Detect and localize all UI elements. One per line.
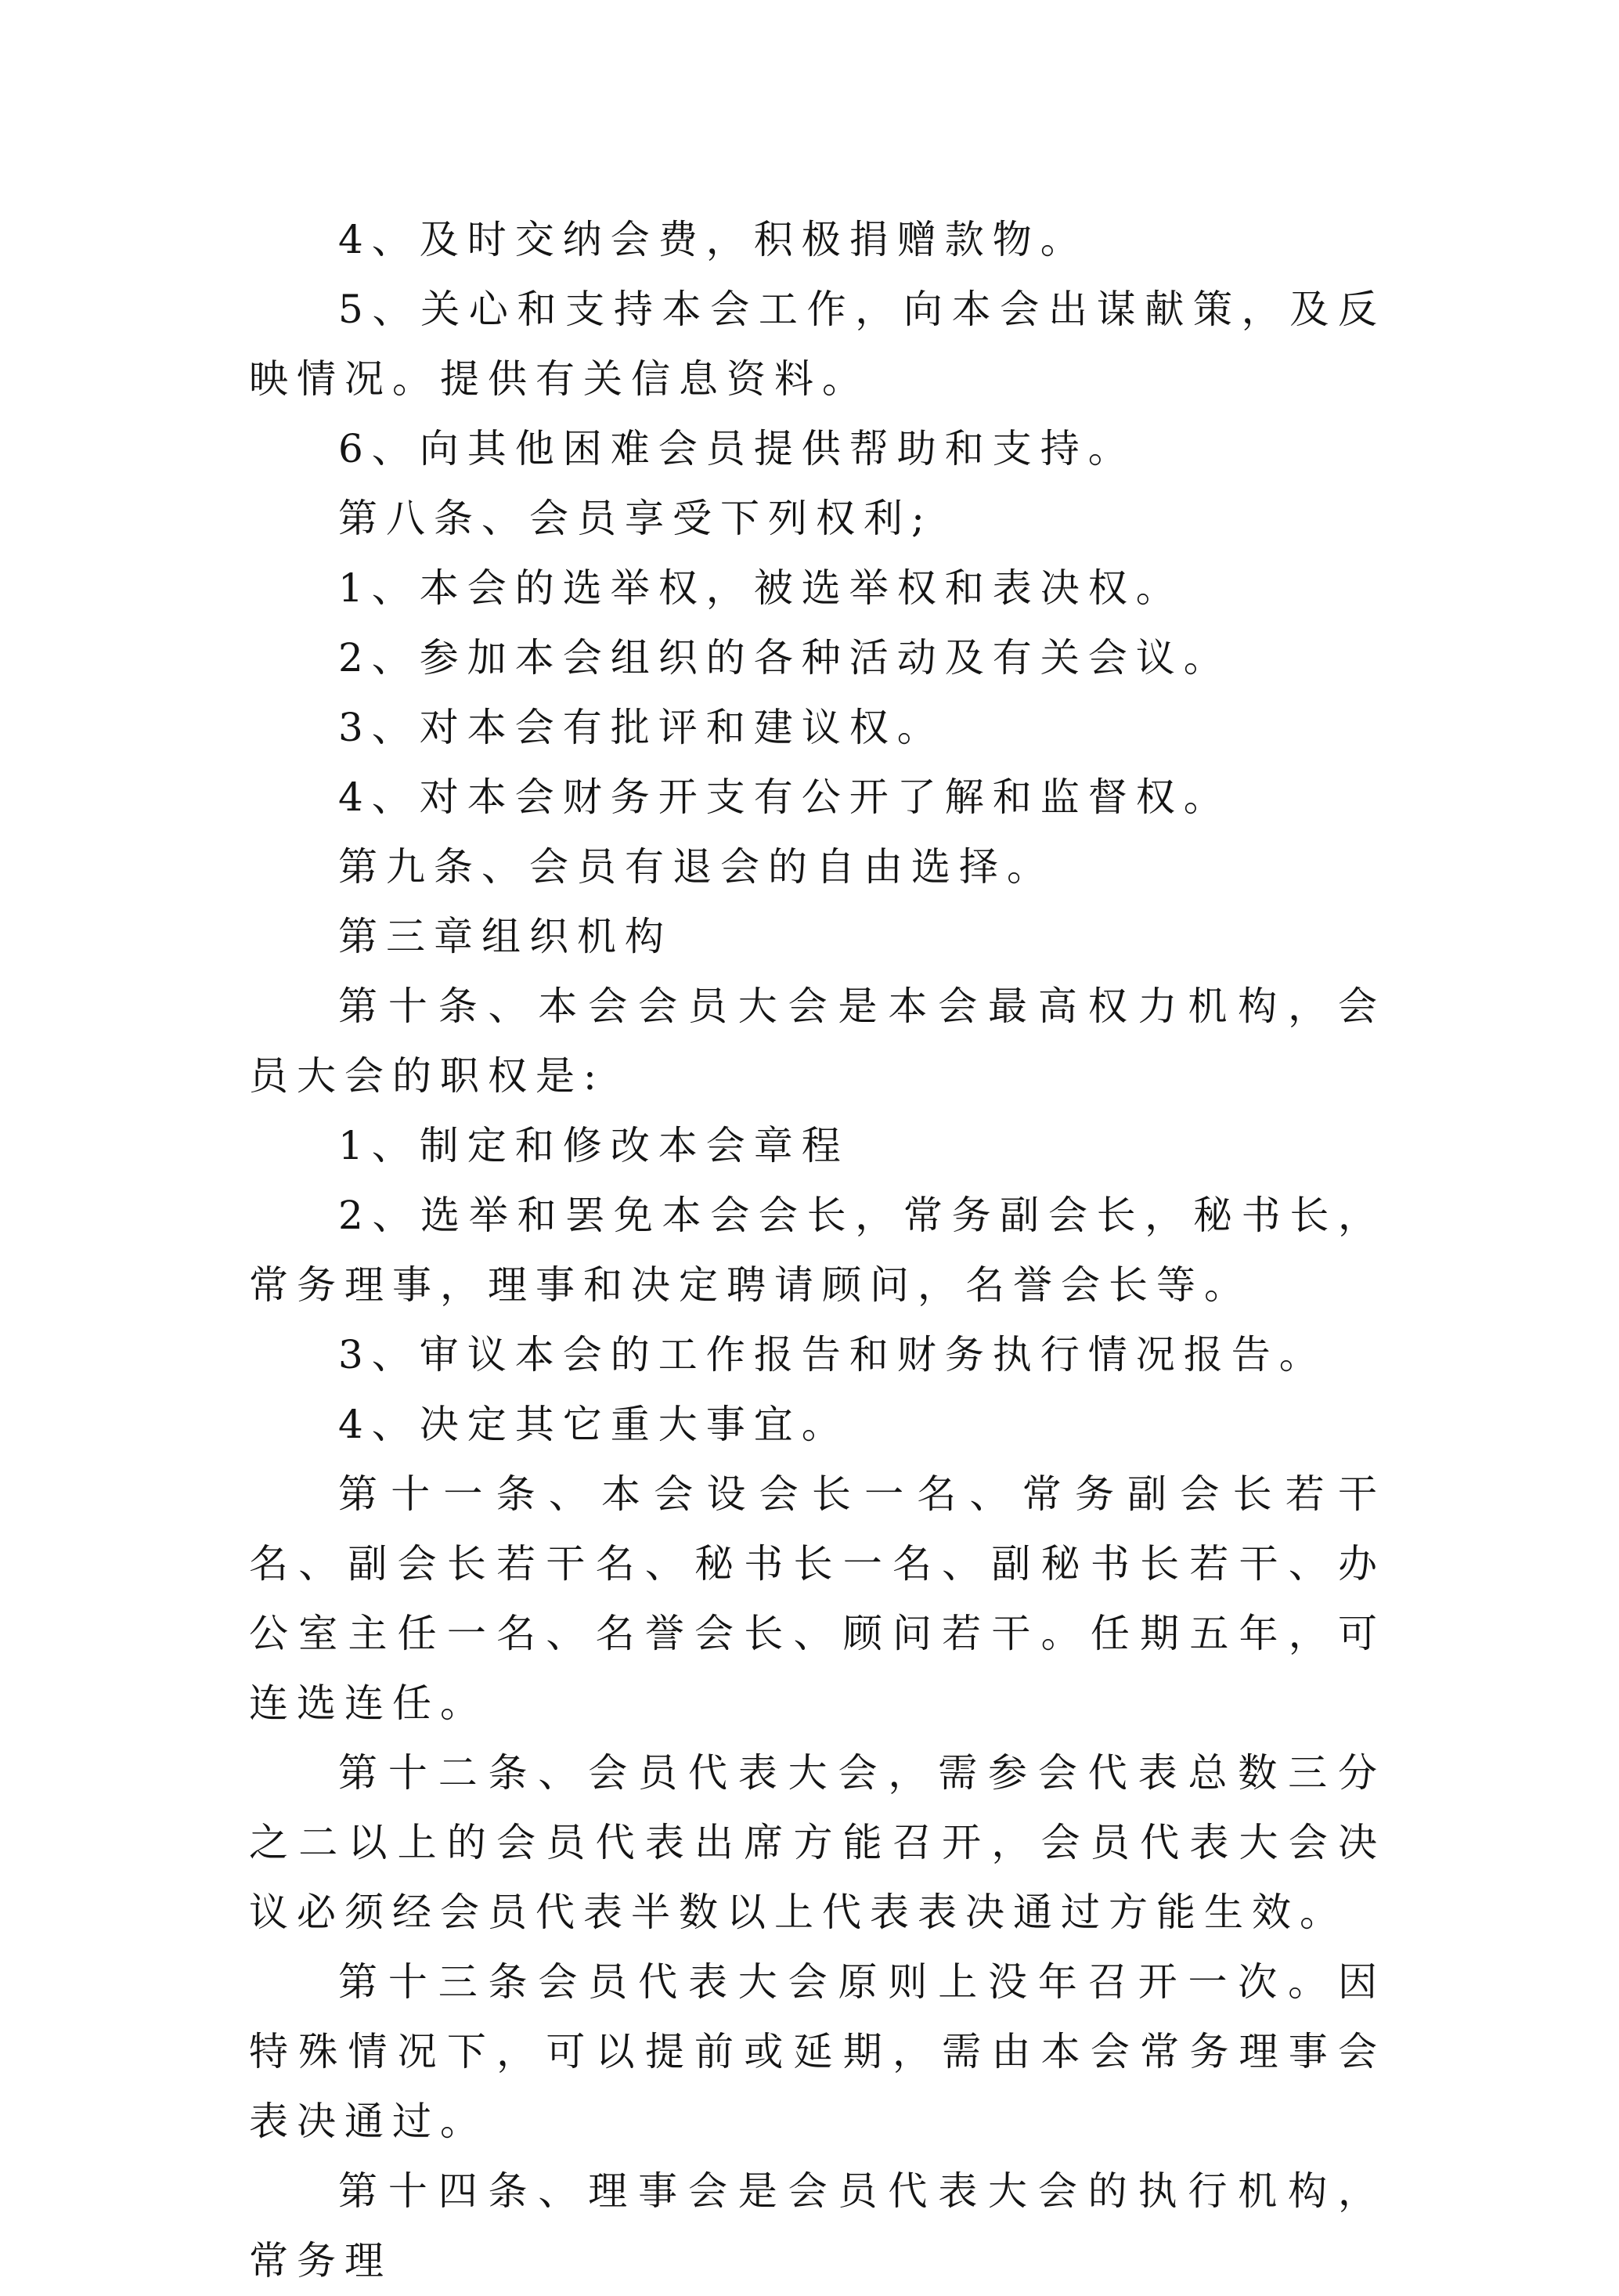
paragraph-article-10: 第十条、本会会员大会是本会最高权力机构，会员大会的职权是: [249,984,1386,1099]
paragraph-right-3: 3、对本会有批评和建议权。 [338,705,945,750]
paragraph-article-14: 第十四条、理事会是会员代表大会的执行机构，常务理 [249,2168,1386,2283]
paragraph-article-9: 第九条、会员有退会的自由选择。 [338,844,1055,890]
paragraph-duty-6: 6、向其他困难会员提供帮助和支持。 [338,426,1136,471]
paragraph-article-13: 第十三条会员代表大会原则上没年召开一次。因特殊情况下，可以提前或延期，需由本会常务理事会表决通过。 [249,1959,1386,2144]
chapter-heading-3: 第三章组织机构 [338,914,672,959]
paragraph-power-2: 2、选举和罢免本会会长，常务副会长，秘书长，常务理事，理事和决定聘请顾问，名誉会长等。 [249,1193,1386,1308]
paragraph-right-1: 1、本会的选举权，被选举权和表决权。 [338,565,1184,611]
paragraph-right-4: 4、对本会财务开支有公开了解和监督权。 [338,774,1231,820]
paragraph-power-3: 3、审议本会的工作报告和财务执行情况报告。 [338,1332,1327,1377]
paragraph-article-11: 第十一条、本会设会长一名、常务副会长若干名、副会长若干名、秘书长一名、副秘书长若干、办公室主任一名、名誉会长、顾问若干。任期五年，可连选连任。 [249,1471,1386,1726]
paragraph-article-8: 第八条、会员享受下列权利; [338,496,933,541]
document-body [249,205,1386,2296]
paragraph-duty-4: 4、及时交纳会费，积极捐赠款物。 [338,217,1088,262]
paragraph-duty-5: 5、关心和支持本会工作，向本会出谋献策，及反映情况。提供有关信息资料。 [249,287,1386,402]
paragraph-right-2: 2、参加本会组织的各种活动及有关会议。 [338,635,1231,680]
paragraph-article-12: 第十二条、会员代表大会，需参会代表总数三分之二以上的会员代表出席方能召开，会员代表大会决议必须经会员代表半数以上代表表决通过方能生效。 [249,1750,1386,1935]
paragraph-power-1: 1、制定和修改本会章程 [338,1123,849,1168]
paragraph-power-4: 4、决定其它重大事宜。 [338,1402,849,1447]
